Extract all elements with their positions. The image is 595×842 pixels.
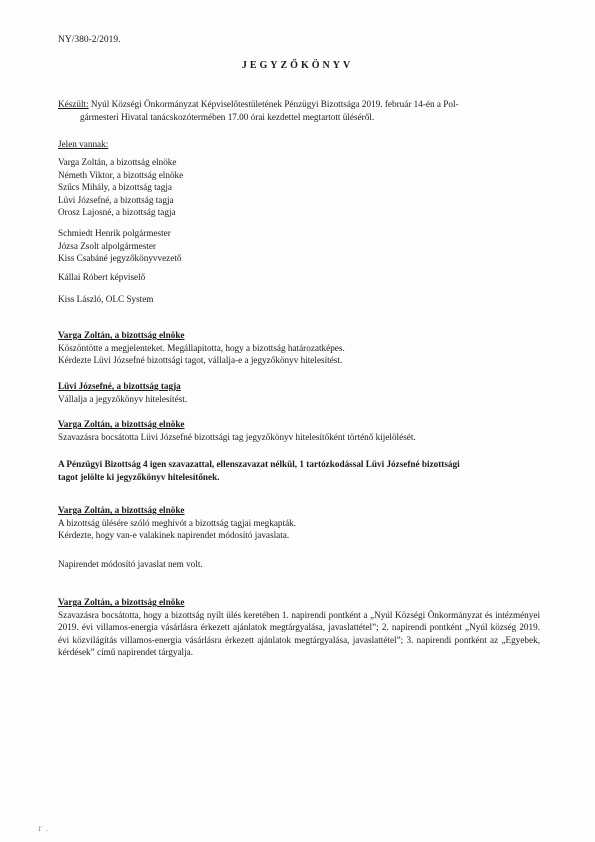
present-person: Varga Zoltán, a bizottság elnöke [58, 157, 177, 167]
speech-line: Szavazásra bocsátotta Lüvi Józsefné bizottsági tag jegyzőkönyv hitelesítőként történő kijelölését. [58, 431, 416, 442]
speech-line: Kérdezte, hogy van-e valakinek napirendet módosító javaslata. [58, 530, 290, 540]
made-paragraph [58, 98, 540, 123]
section-chair-agenda [58, 504, 540, 542]
speaker-heading: Lüvi Józsefné, a bizottság tagja [58, 381, 181, 391]
section-chair-vote [58, 418, 540, 443]
section-chair-agenda-vote [58, 596, 540, 659]
present-person: Kiss Csabáné jegyzőkönyvvezető [58, 253, 182, 263]
present-person: Józsa Zsolt alpolgármester [58, 240, 156, 251]
speech-line: Vállalja a jegyzőkönyv hitelesítést. [58, 393, 188, 404]
made-label: Készült: [58, 99, 89, 109]
speaker-heading: Varga Zoltán, a bizottság elnöke [58, 330, 185, 340]
made-text-1: Nyúl Községi Önkormányzat Képviselőtestületének Pénzügyi Bizottsága 2019. február 14-én a Pol- [88, 99, 459, 109]
speaker-heading: Varga Zoltán, a bizottság elnöke [58, 505, 185, 515]
decision-line: tagot jelölte ki jegyzőkönyv hitelesítőnek. [58, 471, 220, 482]
speaker-heading: Varga Zoltán, a bizottság elnöke [58, 597, 185, 607]
present-person: Schmiedt Henrik polgármester [58, 228, 171, 238]
speech-line: Köszöntötte a megjelenteket. Megállapította, hogy a bizottság határozatképes. [58, 342, 345, 353]
present-label [58, 138, 540, 151]
reference-number: NY/380-2/2019. [58, 35, 121, 45]
present-group-2 [58, 227, 540, 265]
decision-line: A Pénzügyi Bizottság 4 igen szavazattal, ellenszavazat nélkül, 1 tartózkodással Lüvi Józsefné bizottsági [58, 459, 460, 469]
speech-line: A bizottság ülésére szóló meghívót a bizottság tagjai megkapták. [58, 517, 297, 528]
present-person: Németh Viktor, a bizottság elnöke [58, 169, 184, 180]
present-guest: Kiss László, OLC System [58, 294, 154, 304]
made-text-2: gármesteri Hivatal tanácskozótermében 17.00 órai kezdettel megtartott üléséről. [80, 111, 375, 122]
present-person: Lüvi Józsefné, a bizottság tagja [58, 194, 174, 205]
speech-line: Kérdezte Lüvi Józsefné bizottsági tagot, vállalja-e a jegyzőkönyv hitelesítést. [58, 355, 343, 365]
present-representative: Kállai Róbert képviselő [58, 272, 146, 282]
speaker-heading: Varga Zoltán, a bizottság elnöke [58, 419, 185, 429]
section-chair-opening [58, 329, 540, 367]
present-group-1 [58, 156, 540, 219]
scan-mark: ｒ . [36, 824, 48, 833]
agenda-vote-paragraph: Szavazásra bocsátotta, hogy a bizottság nyílt ülés keretében 1. napirendi pontként a „Nyúl Községi Önkormányzat és intézményei 2019. évi villamos-energia vásárlásra érkezett ajánlatok megtárgyalása, javaslattétel”; 2. napirendi pontként „Nyúl község 2019. évi közvilágítás villamos-energia vásárlásra érkezett ajánlatok megtárgyalása, javaslattétel”; 3. napirendi pontként az „Egyebek, kérdések” című napirendet tárgyalja. [58, 609, 540, 657]
document-title: JEGYZŐKÖNYV [241, 60, 354, 71]
agenda-note: Napirendet módosító javaslat nem volt. [58, 559, 203, 569]
present-person: Szűcs Mihály, a bizottság tagja [58, 182, 172, 192]
section-member-reply [58, 380, 540, 405]
present-person: Orosz Lajosné, a bizottság tagja [58, 207, 176, 217]
present-label-text: Jelen vannak: [58, 139, 109, 149]
decision-paragraph [58, 458, 540, 483]
